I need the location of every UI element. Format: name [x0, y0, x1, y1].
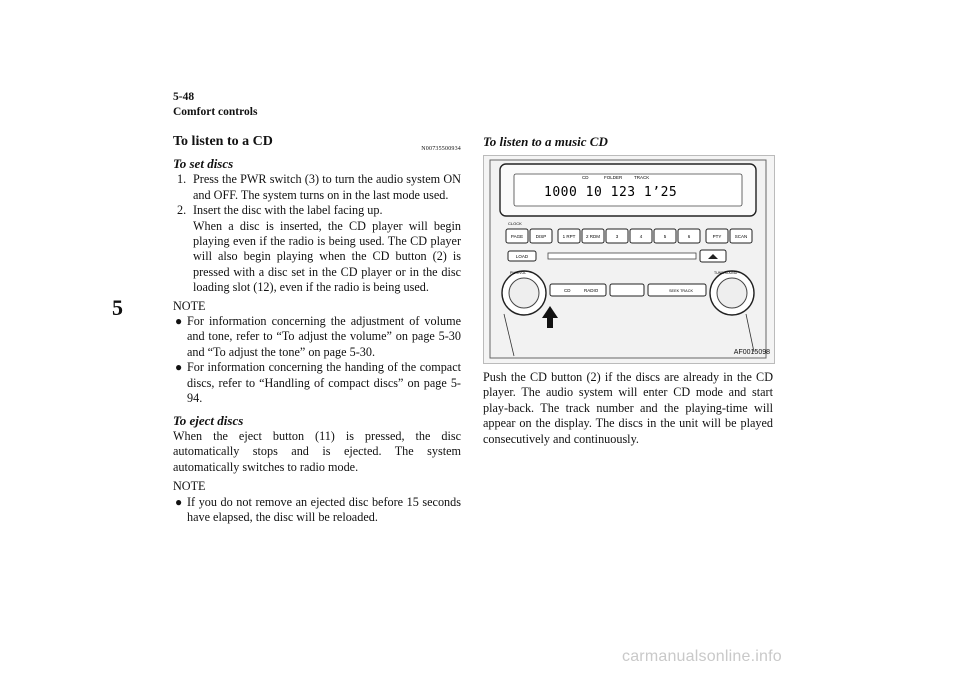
figure-code: AF0015098 — [733, 348, 770, 356]
clock-label: CLOCK — [508, 221, 522, 226]
step-text: Insert the disc with the label facing up. — [193, 203, 383, 218]
subsection-title-set-discs: To set discs — [173, 156, 234, 171]
knob-label: PWR/VOL — [510, 271, 527, 275]
display-label: CD — [582, 175, 589, 180]
preset-button-label: 3 — [615, 234, 619, 239]
watermark: carmanualsonline.info — [622, 648, 782, 665]
page-number: 5-48 — [173, 91, 195, 103]
steps-list — [173, 172, 461, 295]
note-text: For information concerning the adjustment of volume and tone, refer to “To adjust the volume” on page 5-30 and “To adjust the tone” on page 5-30. — [187, 314, 461, 359]
preset-button-label: SCAN — [734, 234, 748, 239]
music-cd-text: Push the CD button (2) if the discs are already in the CD player. The audio system will enter CD mode and start play-back. The track number and the playing-time will appear on the display. The discs in the unit will be played consecutively and continuously. — [483, 370, 773, 446]
note-bullet — [173, 314, 461, 360]
radio-button-label: RADIO — [584, 288, 599, 293]
audio-unit-figure — [483, 155, 775, 364]
subsection-title-eject: To eject discs — [173, 412, 244, 428]
preset-button-label: 5 — [663, 234, 667, 239]
cd-button-label: CD — [564, 288, 571, 293]
display-label: TRACK — [634, 175, 650, 180]
preset-button-label: PAGE — [510, 234, 524, 239]
running-header: Comfort controls — [173, 106, 258, 118]
disc-slot — [548, 253, 696, 259]
note-text: For information concerning the handing of the compact discs, refer to “Handling of compact discs” on page 5-94. — [187, 360, 461, 406]
note-label: NOTE — [173, 479, 206, 494]
display-label: FOLDER — [604, 175, 623, 180]
seek-label: SEEK TRACK — [669, 289, 693, 293]
left-column — [173, 134, 461, 525]
step-number: 1. — [177, 172, 187, 187]
note-bullet — [173, 360, 461, 406]
preset-button-label: 2 RDM — [585, 234, 601, 239]
step-item — [177, 172, 461, 203]
step-number: 2. — [177, 203, 187, 218]
step-item — [177, 203, 461, 295]
note-label: NOTE — [173, 298, 206, 313]
eject-text: When the eject button (11) is pressed, the disc automatically stops and is ejected. The system automatically switches to radio mode. — [173, 428, 461, 474]
knob-label: TUNE/SOUND — [714, 271, 738, 275]
right-column — [483, 134, 773, 447]
preset-button-label: 6 — [687, 234, 691, 239]
preset-button-label: PTY — [712, 234, 722, 239]
preset-button-label: DISP — [535, 234, 547, 239]
audio-unit-illustration — [484, 156, 774, 363]
step-text: Press the PWR switch (3) to turn the audio system ON and OFF. The system turns on in the last mode used. — [193, 172, 461, 202]
chapter-tab-number: 5 — [112, 295, 123, 320]
section-title-text: To listen to a CD — [173, 134, 273, 149]
preset-button-label: 4 — [639, 234, 643, 239]
bullet-dot-icon: ● — [175, 360, 183, 375]
bullet-dot-icon: ● — [175, 314, 183, 329]
note-bullet — [173, 495, 461, 526]
note-text: If you do not remove an ejected disc before 15 seconds have elapsed, the disc will be reloaded. — [187, 494, 461, 524]
preset-button-label: 1 RPT — [562, 234, 576, 239]
bullet-dot-icon: ● — [175, 494, 183, 509]
step-detail: When a disc is inserted, the CD player will begin playing even if the radio is being used. The CD player will also begin playing when the CD button (2) is pressed with a disc set in the CD player or in the disc loading slot (12), even if the radio is being used. — [193, 218, 461, 295]
section-code: N00735500934 — [421, 146, 461, 152]
load-button-label: LOAD — [515, 254, 529, 259]
section-title — [173, 134, 461, 154]
lcd-text: 1000 10 123 1’25 — [544, 185, 678, 200]
subsection-title-music-cd: To listen to a music CD — [483, 134, 608, 149]
